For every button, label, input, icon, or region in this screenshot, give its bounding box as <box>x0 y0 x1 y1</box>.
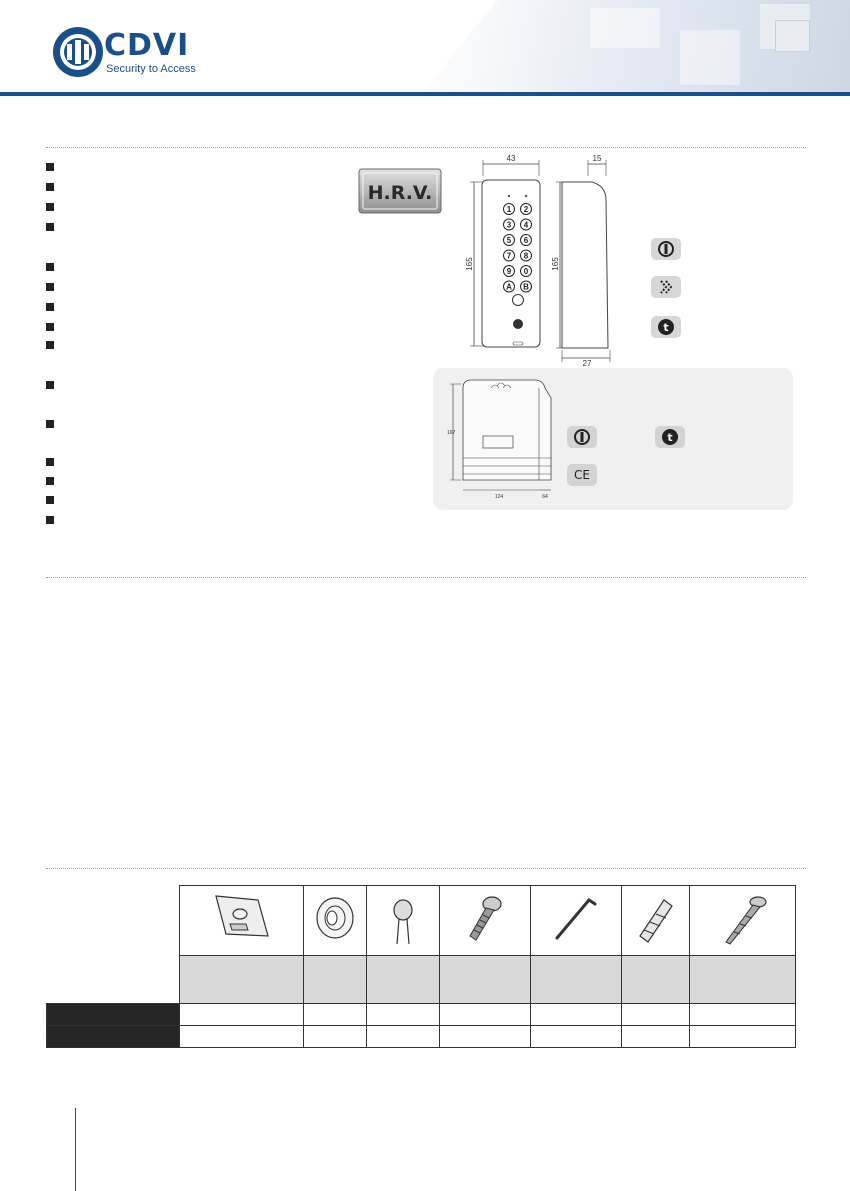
cdvi-logo-icon <box>50 24 106 80</box>
table-cell-image <box>366 886 439 956</box>
table-cell-image <box>303 886 366 956</box>
dimension-side-height: 165 <box>551 257 560 271</box>
table-cell <box>366 1004 439 1026</box>
dimension-front-width: 43 <box>506 154 516 163</box>
table-cell <box>366 1026 439 1048</box>
table-cell <box>366 956 439 1004</box>
page-number-tab <box>775 20 810 52</box>
varistor-icon <box>367 886 439 950</box>
table-cell <box>179 956 303 1004</box>
table-row-header <box>47 1026 180 1048</box>
enclosure-drawing <box>441 374 561 504</box>
security-screw-icon <box>440 886 530 950</box>
section-divider <box>46 868 806 869</box>
table-cell <box>303 956 366 1004</box>
keypad-key-label: 2 <box>523 205 529 214</box>
keypad-key-label: 8 <box>523 251 529 261</box>
table-cell <box>179 1004 303 1026</box>
table-row-header <box>47 1004 180 1026</box>
wall-plug-icon <box>622 886 689 950</box>
keypad-key-label: 7 <box>506 251 512 261</box>
table-cell <box>179 1026 303 1048</box>
header-bar <box>0 92 850 96</box>
dimension-side-bottom: 27 <box>582 359 592 367</box>
list-bullet <box>46 303 54 311</box>
t-mark-icon <box>661 428 679 446</box>
list-bullet <box>46 263 54 271</box>
t-mark-text: t <box>667 431 673 444</box>
brand-tagline: Security to Access <box>106 63 196 75</box>
mounting-plate-icon <box>180 886 303 950</box>
list-bullet <box>46 516 54 524</box>
list-bullet <box>46 341 54 349</box>
enclosure-panel <box>433 368 793 510</box>
keypad-key-label: B <box>523 282 529 292</box>
hrv-badge <box>358 168 442 214</box>
list-bullet <box>46 183 54 191</box>
table-cell <box>530 1026 621 1048</box>
hrv-badge-text: H.R.V. <box>367 182 433 204</box>
cdvi-mark-icon <box>657 241 675 257</box>
table-cell <box>689 956 795 1004</box>
t-mark-text: t <box>663 321 669 334</box>
keypad-side-drawing <box>548 152 618 367</box>
list-bullet <box>46 283 54 291</box>
dimension-enclosure-height: 167 <box>447 430 456 436</box>
dimension-front-height: 165 <box>465 257 474 271</box>
list-bullet <box>46 323 54 331</box>
keypad-key-label: 9 <box>506 267 512 276</box>
allen-key-icon <box>531 886 621 950</box>
table-cell <box>439 956 530 1004</box>
keypad-key-label: 6 <box>523 236 529 245</box>
keypad-key-label: 5 <box>506 236 512 245</box>
table-cell <box>530 956 621 1004</box>
keypad-front-drawing <box>462 152 552 357</box>
table-cell-image <box>621 886 689 956</box>
list-bullet <box>46 381 54 389</box>
table-cell <box>689 1004 795 1026</box>
table-cell <box>530 1004 621 1026</box>
table-cell-image <box>530 886 621 956</box>
dimension-side-top: 15 <box>592 154 602 163</box>
table-cell <box>303 1004 366 1026</box>
footer-margin-line <box>75 1108 76 1191</box>
list-bullet <box>46 223 54 231</box>
list-bullet <box>46 203 54 211</box>
wood-screw-icon <box>690 886 795 950</box>
keypad-key-label: 1 <box>506 205 512 214</box>
list-bullet <box>46 163 54 171</box>
table-cell <box>621 956 689 1004</box>
accessories-table <box>46 885 796 1048</box>
dimension-enclosure-depth: 64 <box>542 494 548 500</box>
t-mark-badge <box>651 316 681 338</box>
table-cell <box>621 1026 689 1048</box>
keypad-key-label: A <box>506 282 512 292</box>
wave-pattern-icon <box>657 279 675 295</box>
wiegand-badge <box>651 276 681 298</box>
table-cell <box>689 1026 795 1048</box>
brand-name: CDVI <box>104 28 190 63</box>
t-mark-badge <box>655 426 685 448</box>
keypad-key-label: 4 <box>523 220 529 230</box>
table-cell-image <box>179 886 303 956</box>
table-cell-image <box>439 886 530 956</box>
page-header <box>0 0 850 95</box>
compatibility-badge <box>651 238 681 260</box>
dimension-enclosure-width: 124 <box>494 494 504 500</box>
compatibility-badge <box>567 426 597 448</box>
t-mark-icon <box>657 318 675 336</box>
grommet-icon <box>304 886 366 950</box>
ce-badge <box>567 464 597 486</box>
ce-mark: CE <box>574 468 590 482</box>
keypad-key-label: 0 <box>523 267 529 276</box>
list-bullet <box>46 496 54 504</box>
table-cell <box>303 1026 366 1048</box>
table-cell <box>439 1026 530 1048</box>
table-cell <box>439 1004 530 1026</box>
keypad-key-label: 3 <box>506 220 512 230</box>
list-bullet <box>46 458 54 466</box>
section-divider <box>46 577 806 578</box>
table-cell-image <box>689 886 795 956</box>
section-divider <box>46 147 806 148</box>
cdvi-mark-icon <box>573 429 591 445</box>
list-bullet <box>46 477 54 485</box>
list-bullet <box>46 420 54 428</box>
table-cell <box>621 1004 689 1026</box>
